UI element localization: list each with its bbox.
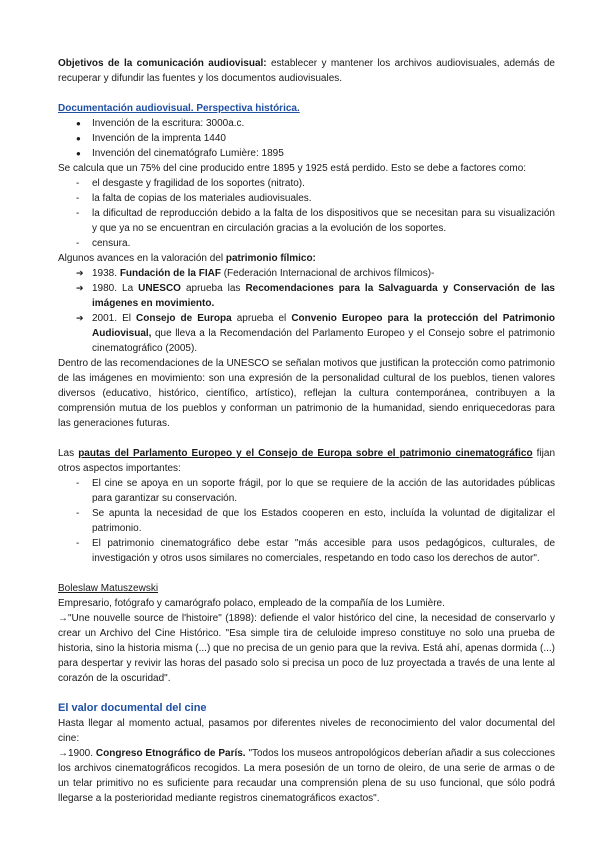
advance-year: 1980. La	[92, 283, 139, 294]
objetivos-label: Objetivos de la comunicación audiovisual:	[58, 58, 267, 69]
list-item: - El cine se apoya en un soporte frágil, por lo que se requiere de la acción de las autoridades públicas para garantizar su conservación.	[76, 476, 555, 506]
list-item: ● Invención de la escritura: 3000a.c.	[76, 116, 555, 131]
advance-year: 2001. El	[92, 313, 137, 324]
list-item: ● Invención de la imprenta 1440	[76, 131, 555, 146]
advances-intro-text: Algunos avances en la valoración del	[58, 253, 226, 264]
section-heading-valor: El valor documental del cine	[58, 702, 207, 714]
matuszewski-line2: →"Une nouvelle source de l'histoire" (1898): defiende el valor histórico del cine, la necesidad de conservarlo y crear un Archivo del Cine Histórico. "Esa simple tira de celuloide impreso constituye no solo una prueba de historia, sino la historia misma (...) que no precisa de un genio para que la reviva. Está ahí, apenas dormida (...) para despertar y revivir las horas del pasado solo si precisa un poco de luz proyectada a través de una lente al corazón de la oscuridad".	[58, 613, 555, 684]
advance-bold2: Convenio Europeo para la protección del Patrimonio Audiovisual,	[92, 313, 555, 339]
valor-item-pre: →1900.	[58, 748, 96, 759]
advance-bold: Fundación de la FIAF	[119, 268, 221, 279]
valor-item-bold: Congreso Etnográfico de París.	[95, 748, 246, 759]
list-item: - El patrimonio cinematográfico debe estar "más accesible para usos pedagógicos, culturales, de investigación y otros usos similares no comerciales, respetando en todo caso los derechos de autor".	[76, 536, 555, 566]
valor-item-text: "Todos los museos antropológicos deberían añadir a sus colecciones los archivos cinematográficos recogidos. La mera posesión de un torno de oleiro, de una serie de armas o de un telar primitivo no es suficiente para recaudar una comprensión plena de su uso funcional, que sólo podrá llegarse a la posterioridad mediante registros cinematográficos exactos".	[58, 748, 555, 804]
advance-mid: aprueba el	[231, 313, 292, 324]
pautas-bold: pautas del Parlamento Europeo y el Consejo de Europa sobre el patrimonio cinematográfico	[78, 448, 533, 459]
inventions-list	[58, 116, 555, 161]
advance-rest: que lleva a la Recomendación del Parlamento Europeo y el Consejo sobre el patrimonio cinematográfico (2005).	[92, 328, 555, 354]
list-item: - Se apunta la necesidad de que los Estados cooperen en esto, incluída la voluntad de digitalizar el patrimonio.	[76, 506, 555, 536]
advance-bold: Consejo de Europa	[136, 313, 232, 324]
pautas-list	[58, 476, 555, 566]
matuszewski-line1: Empresario, fotógrafo y camarógrafo polaco, empleado de la compañía de los Lumière.	[58, 598, 445, 609]
advances-intro-bold: patrimonio fílmico:	[225, 253, 316, 264]
objetivos-paragraph	[58, 56, 555, 86]
objetivos-text: establecer y mantener los archivos audiovisuales, además de recuperar y difundir las fuentes y los documentos audiovisuales.	[58, 58, 555, 84]
advance-mid: aprueba las	[180, 283, 246, 294]
advances-intro	[58, 251, 555, 266]
list-item: - la falta de copias de los materiales audiovisuales.	[76, 191, 555, 206]
valor-intro: Hasta llegar al momento actual, pasamos por diferentes niveles de reconocimiento del valor documental del cine:	[58, 718, 555, 744]
lost-intro: Se calcula que un 75% del cine producido entre 1895 y 1925 está perdido. Esto se debe a factores como:	[58, 163, 527, 174]
list-item	[76, 266, 555, 281]
valor-item	[58, 746, 555, 806]
list-item	[76, 311, 555, 356]
list-item: ● Invención del cinematógrafo Lumière: 1895	[76, 146, 555, 161]
section-heading-documentacion: Documentación audiovisual. Perspectiva histórica.	[58, 103, 300, 114]
pautas-post: fijan otros aspectos importantes:	[58, 448, 556, 474]
advance-bold: UNESCO	[138, 283, 181, 294]
list-item: - el desgaste y fragilidad de los soportes (nitrato).	[76, 176, 555, 191]
list-item: - censura.	[76, 236, 555, 251]
advance-bold2: Recomendaciones para la Salvaguarda y Conservación de las imágenes en movimiento.	[92, 283, 555, 309]
pautas-pre: Las	[58, 448, 79, 459]
advance-year: 1938.	[92, 268, 120, 279]
advance-rest: (Federación Internacional de archivos fílmicos)-	[220, 268, 435, 279]
list-item: - la dificultad de reproducción debido a la falta de los dispositivos que se necesitan para su visualización y que ya no se encuentran en circulación gracias a la evolución de los soportes.	[76, 206, 555, 236]
unesco-paragraph: Dentro de las recomendaciones de la UNESCO se señalan motivos que justifican la protección como patrimonio de las imágenes en movimiento: son una expresión de la personalidad cultural de los pueblos, tienen valores diversos (educativo, histórico, científico, artístico), reflejan la cultura contemporánea, contribuyen a la comprensión mutua de los pueblos y conforman un patrimonio de la humanidad, siendo enriquecedoras para las generaciones futuras.	[58, 358, 555, 429]
matuszewski-name: Boleslaw Matuszewski	[58, 583, 159, 594]
list-item	[76, 281, 555, 311]
factors-list	[58, 176, 555, 251]
pautas-intro	[58, 446, 555, 476]
advances-list	[58, 266, 555, 356]
